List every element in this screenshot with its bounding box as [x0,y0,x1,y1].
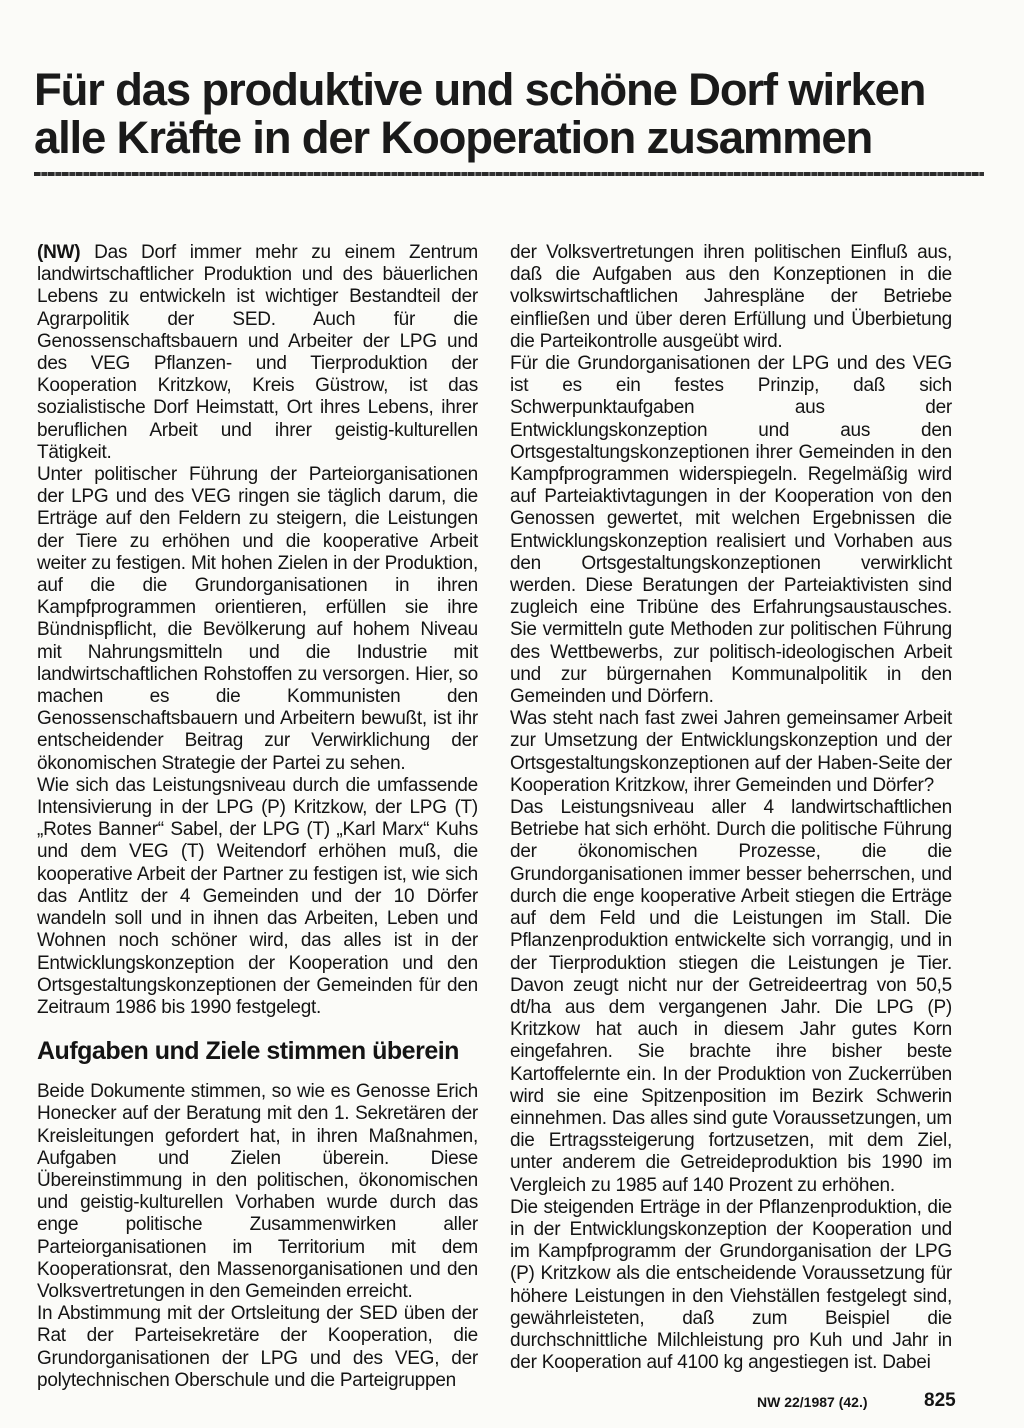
paragraph: Beide Dokumente stimmen, so wie es Genosse Erich Honecker auf der Beratung mit den 1. Sekretären der Kreisleitungen gefordert hat, in ihren Maßnahmen, Aufgaben und Zielen überein. Diese Übereinstimmung in den politischen, ökonomischen und geistig-kulturellen Vorhaben wurde durch das enge politische Zusammenwirken aller Parteiorganisationen im Territorium mit dem Kooperationsrat, den Massenorganisationen und den Volksvertretungen in den Gemeinden erreicht. [37,1081,478,1302]
paragraph: Wie sich das Leistungsniveau durch die umfassende Intensivierung in der LPG (P) Kritzkow, der LPG (T) „Rotes Banner“ Sabel, der LPG (T) „Karl Marx“ Kuhs und dem VEG (T) Weitendorf erhöhen muß, die kooperative Arbeit der Partner zu festigen ist, wie sich das Antlitz der 4 Gemeinden und der 10 Dörfer wandeln soll und in ihnen das Arbeiten, Leben und Wohnen noch schöner wird, das alles ist in der Entwicklungskonzeption der Kooperation und den Ortsgestaltungskonzeptionen der Gemeinden für den Zeitraum 1986 bis 1990 festgelegt. [37,774,478,1018]
source-tag: (NW) [37,242,81,263]
paragraph: Was steht nach fast zwei Jahren gemeinsamer Arbeit zur Umsetzung der Entwicklungskonzeption und der Ortsgestaltungskonzeptionen auf der Haben-Seite der Kooperation Kritzkow, ihrer Gemeinden und Dörfer? [510,708,952,796]
paragraph: Die steigenden Erträge in der Pflanzenproduktion, die in der Entwicklungskonzeption der Kooperation und im Kampfprogramm der Grundorganisation der LPG (P) Kritzkow als die entscheidende Voraussetzung für höhere Leistungen in den Viehställen festgelegt sind, gewährleisteten, daß zum Beispiel die durchschnittliche Milchleistung pro Kuh und Jahr in der Kooperation auf 4100 kg angestiegen ist. Dabei [510,1196,952,1374]
headline-line-2: alle Kräfte in der Kooperation zusammen [34,112,873,163]
paragraph: Unter politischer Führung der Parteiorganisationen der LPG und des VEG ringen sie täglich darum, die Erträge auf den Feldern zu steigern, die Leistungen der Tiere zu erhöhen und die kooperative Arbeit weiter zu festigen. Mit hohen Zielen in der Produktion, auf die die Grundorganisationen in ihren Kampfprogrammen orientieren, erfüllen sie ihre Bündnispflicht, die Bevölkerung auf hohem Niveau mit Nahrungsmitteln und die Industrie mit landwirtschaftlichen Rohstoffen zu versorgen. Hier, so machen es die Kommunisten den Genossenschaftsbauern und Arbeitern bewußt, ist ihr entscheidender Beitrag zur Verwirklichung der ökonomischen Strategie der Partei zu sehen. [37,464,478,774]
paragraph: der Volksvertretungen ihren politischen Einfluß aus, daß die Aufgaben aus den Konzeptionen in die volkswirtschaftlichen Jahrespläne der Betriebe einfließen und über deren Erfüllung und Überbietung die Parteikontrolle ausgeübt wird. [510,242,952,352]
section-subheading: Aufgaben und Ziele stimmen überein [37,1037,459,1066]
article-headline [34,66,984,162]
paragraph [37,242,478,464]
paragraph: Das Leistungsniveau aller 4 landwirtschaftlichen Betriebe hat sich erhöht. Durch die politische Führung der ökonomischen Prozesse, die die Grundorganisationen immer besser beherrschen, und durch die enge kooperative Arbeit stiegen die Erträge auf dem Feld und die Leistungen im Stall. Die Pflanzenproduktion entwickelte sich vorrangig, und in der Tierproduktion stiegen die Leistungen je Tier. Davon zeugt nicht nur der Getreideertrag von 50,5 dt/ha aus dem vergangenen Jahr. Die LPG (P) Kritzkow hat auch in diesem Jahr gutes Korn eingefahren. Sie brachte ihre bisher beste Kartoffelernte ein. In der Produktion von Zuckerrüben wird sie eine Spitzenposition im Bezirk Schwerin einnehmen. Das alles sind gute Voraussetzungen, um die Ertragssteigerung fortzusetzen, mit dem Ziel, unter anderem die Getreideproduktion bis 1990 im Vergleich zu 1985 auf 140 Prozent zu erhöhen. [510,797,952,1196]
issue-reference: NW 22/1987 (42.) [757,1394,868,1410]
paragraph-text: Das Dorf immer mehr zu einem Zentrum landwirtschaftlicher Produktion und des bäuerlichen Lebens zu entwickeln ist wichtiger Bestandteil der Agrarpolitik der SED. Auch für die Genossenschaftsbauern und Arbeiter der LPG und des VEG Pflanzen- und Tierproduktion der Kooperation Kritzkow, Kreis Güstrow, ist das sozialistische Dorf Heimstatt, Ort ihres Lebens, ihrer beruflichen Arbeit und ihrer geistig-kulturellen Tätigkeit. [37,242,478,463]
headline-divider [34,172,984,176]
headline-line-1: Für das produktive und schöne Dorf wirken [34,64,926,115]
left-column [37,242,478,1392]
right-column [510,242,952,1374]
paragraph: Für die Grundorganisationen der LPG und des VEG ist es ein festes Prinzip, daß sich Schwerpunktaufgaben aus der Entwicklungskonzeption und aus den Ortsgestaltungskonzeptionen ihrer Gemeinden in den Kampfprogrammen widerspiegeln. Regelmäßig wird auf Parteiaktivtagungen in der Kooperation von den Genossen gewertet, mit welchen Ergebnissen die Entwicklungskonzeption realisiert und Vorhaben aus den Ortsgestaltungskonzeptionen verwirklicht werden. Diese Beratungen der Parteiaktivisten sind zugleich eine Tribüne des Erfahrungsaustausches. Sie vermitteln gute Methoden zur politischen Führung des Wettbewerbs, zur politisch-ideologischen Arbeit und zur bürgernahen Kommunalpolitik in den Gemeinden und Dörfern. [510,353,952,708]
paragraph: In Abstimmung mit der Ortsleitung der SED üben der Rat der Parteisekretäre der Kooperation, die Grundorganisationen der LPG und des VEG, der polytechnischen Oberschule und die Parteigruppen [37,1303,478,1391]
page-number: 825 [924,1390,956,1411]
